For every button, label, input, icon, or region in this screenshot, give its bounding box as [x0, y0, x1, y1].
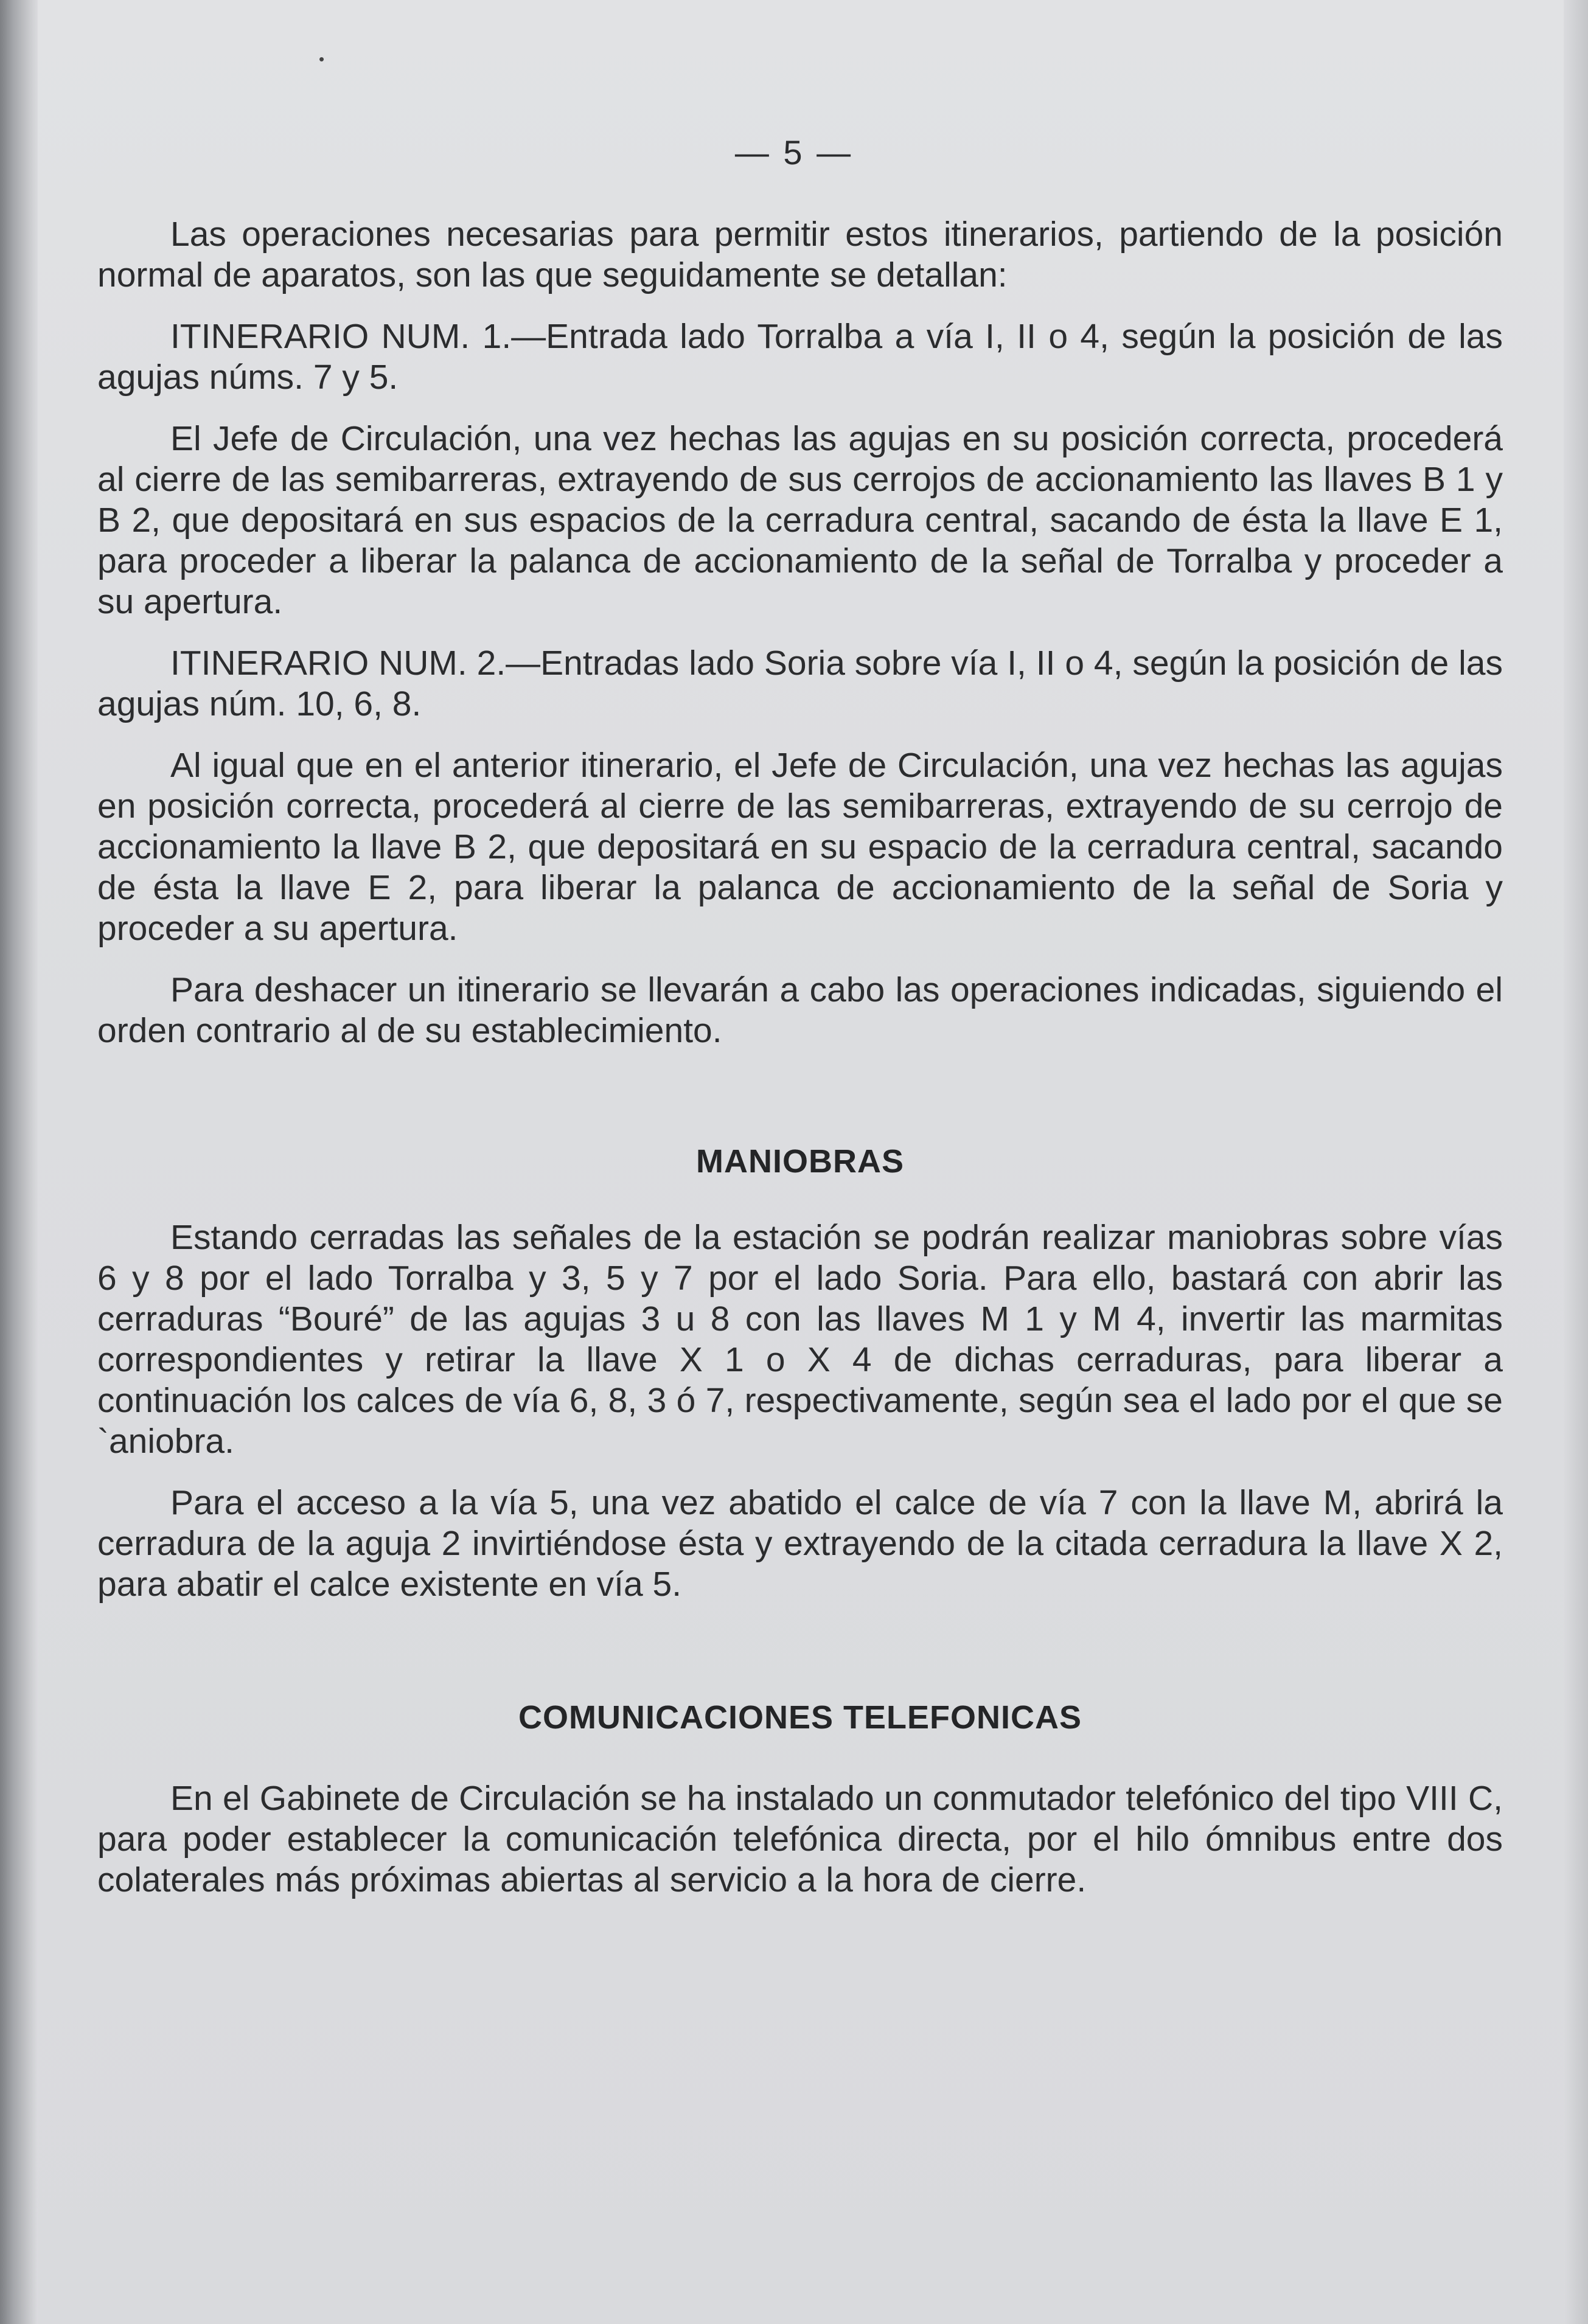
itinerario-2-paragraph: ITINERARIO NUM. 2.—Entradas lado Soria sobre vía I, II o 4, según la posición de las agujas núm. 10, 6, 8. — [97, 644, 1503, 723]
section-heading-comunicaciones: COMUNICACIONES TELEFONICAS — [518, 1699, 1082, 1736]
page-edge — [1564, 0, 1588, 2324]
itinerario-2-procedure: Al igual que en el anterior itinerario, el Jefe de Circulación, una vez hechas las agujas en posición correcta, procederá al cierre de las semibarreras, extrayendo de su cerrojo de accionamiento la llave B 2, que depositará en su espacio de la cerradura central, sacando de ésta la llave E 2, para liberar la palanca de accionamiento de la señal de Soria y proceder a su apertura. — [97, 746, 1503, 948]
ink-speck-icon: • — [319, 50, 325, 68]
maniobras-paragraph-2: Para el acceso a la vía 5, una vez abatido el calce de vía 7 con la llave M, abrirá la cerradura de la aguja 2 invirtiéndose ésta y extrayendo de la citada cerradura la llave X 2, para abatir el calce existente en vía 5. — [97, 1483, 1503, 1604]
itinerario-1-paragraph: ITINERARIO NUM. 1.—Entrada lado Torralba a vía I, II o 4, según la posición de las agujas núms. 7 y 5. — [97, 317, 1503, 397]
deshacer-itinerario-paragraph: Para deshacer un itinerario se llevarán a cabo las operaciones indicadas, siguiendo el orden contrario al de su establecimiento. — [97, 970, 1503, 1050]
bottom-spacer — [97, 1921, 1503, 1927]
intro-paragraph-1: Las operaciones necesarias para permitir estos itinerarios, partiendo de la posición normal de aparatos, son las que seguidamente se detallan: — [97, 215, 1503, 294]
section-heading-maniobras: MANIOBRAS — [696, 1143, 904, 1180]
maniobras-paragraph-1: Estando cerradas las señales de la estación se podrán realizar maniobras sobre vías 6 y 8 por el lado Torralba y 3, 5 y 7 por el lado Soria. Para ello, bastará con abrir las cerraduras “Bouré” de las agujas 3 u 8 con las llaves M 1 y M 4, invertir las marmitas correspondientes y retirar la llave X 1 o X 4 de dichas cerraduras, para liberar a continuación los calces de vía 6, 8, 3 ó 7, respectivamente, según sea el lado por el que se `aniobra. — [97, 1218, 1503, 1461]
comunicaciones-paragraph-1: En el Gabinete de Circulación se ha instalado un conmutador telefónico del tipo VIII C, para poder establecer la comunicación telefónica directa, por el hilo ómnibus entre dos colaterales más próximas abiertas al servicio a la hora de cierre. — [97, 1779, 1503, 1899]
book-spine-shadow — [0, 0, 38, 2324]
page-content — [97, 214, 1503, 1927]
page-number: — 5 — — [734, 133, 854, 172]
itinerario-1-procedure: El Jefe de Circulación, una vez hechas las agujas en su posición correcta, procederá al cierre de las semibarreras, extrayendo de sus cerrojos de accionamiento las llaves B 1 y B 2, que depositará en sus espacios de la cerradura central, sacando de ésta la llave E 1, para proceder a liberar la palanca de accionamiento de la señal de Torralba y proceder a su apertura. — [97, 419, 1503, 621]
